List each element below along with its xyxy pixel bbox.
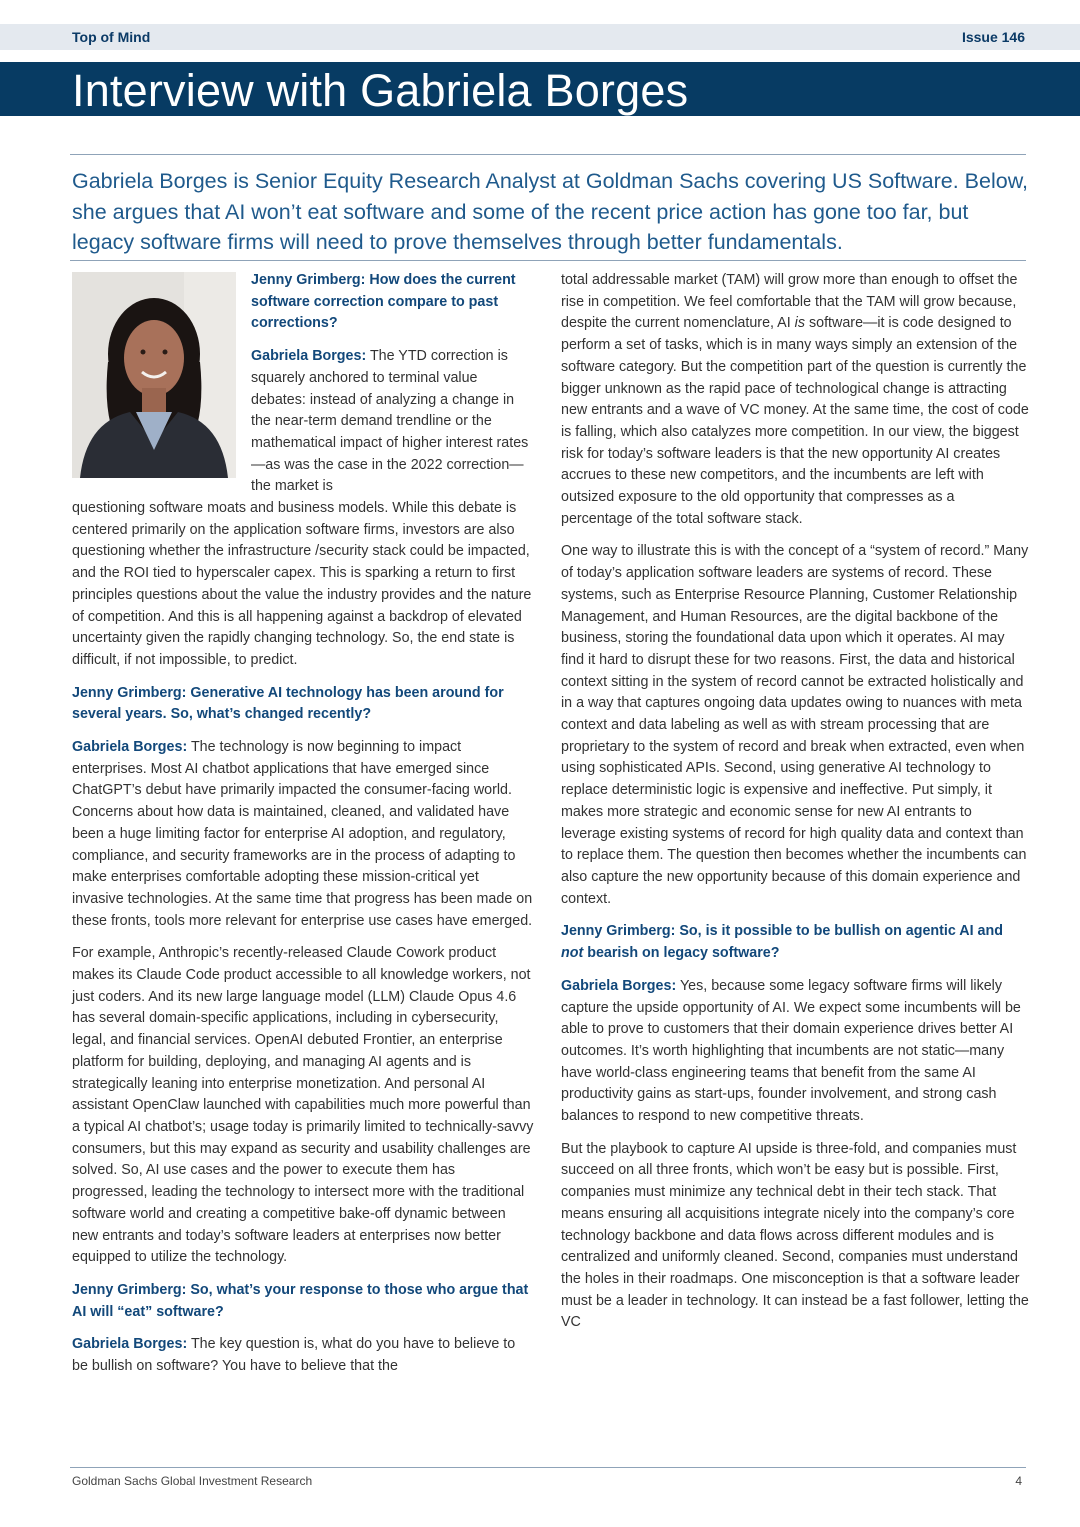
guest-name: Gabriela Borges: xyxy=(72,739,188,756)
page-title: Interview with Gabriela Borges xyxy=(72,65,689,116)
intro-text: Gabriela Borges is Senior Equity Research Analyst at Goldman Sachs covering US Software. Below, she argues that AI won’t eat software and some of the recent price action has gone too far, but legacy software firms will need to prove themselves through better fundamentals. xyxy=(72,169,1029,254)
answer-3-continued xyxy=(561,270,1029,530)
question-4-text-a: So, is it possible to be bullish on agentic AI and xyxy=(679,923,1003,940)
emphasis-not: not xyxy=(561,945,584,962)
guest-name: Gabriela Borges: xyxy=(72,1336,188,1353)
interviewer-name: Jenny Grimberg: xyxy=(72,684,187,701)
paragraph-system-of-record: One way to illustrate this is with the concept of a “system of record.” Many of today’s application software leaders are systems of record. These systems, such as Enterprise Resource Planning, Customer Relationship Management, and Human Resources, are the digital backbone of the business, storing the foundational data upon which it operates. AI may find it hard to disrupt these for two reasons. First, the data and historical context sitting in the system of record cannot be extracted holistically and in a way that captures ongoing data updates owing to nuances with meta context and data labeling as well as with stream processing that are proprietary to the system of record and break when extracted, even when using sophisticated APIs. Second, using generative AI technology to replace deterministic logic is expensive and ineffective. Put simply, it makes more strategic and economic sense for new AI entrants to leverage existing systems of record for high quality data and context than to replace them. The question then becomes whether the incumbents can also capture the new opportunity because of this domain experience and context. xyxy=(561,543,1029,907)
paragraph-examples: For example, Anthropic’s recently-released Claude Cowork product makes its Claude Code product accessible to all knowledge workers, not just coders. And its new large language model (LLM) Claude Opus 4.6 has several domain-specific applications, including in cybersecurity, legal, and financial services. OpenAI debuted Frontier, an enterprise platform for building, deploying, and managing AI agents and is strategically leaning into enterprise monetization. And personal AI assistant OpenClaw launched with capabilities much more powerful than a typical AI chatbot’s; usage today is primarily limited to technically-savvy consumers, but this may expand as security and usability challenges are solved. So, AI use cases and the power to execute them has progressed, leading the technology to intersect more with the traditional software world and creating a competitive bake-off dynamic between new entrants and today’s software leaders at enterprises now better equipped to utilize the technology. xyxy=(72,945,534,1266)
guest-name: Gabriela Borges: xyxy=(561,977,677,994)
top-bar xyxy=(0,24,1080,50)
answer-4-text: Yes, because some legacy software firms will likely capture the upside opportunity of AI. We expect some incumbents will be able to prove to customers that their domain experience drives better AI outcomes. It’s worth highlighting that incumbents are not static—many have world-class engineering teams that benefit from the same AI productivity gains as start-ups, founder involvement, and strong cash balances to respond to new competitive threats. xyxy=(561,977,1021,1125)
answer-3 xyxy=(72,1334,534,1377)
left-column-upper xyxy=(251,270,533,498)
question-1 xyxy=(251,270,533,335)
paragraph-playbook: But the playbook to capture AI upside is three-fold, and companies must succeed on all three fronts, which won’t be easy but is possible. First, companies must minimize any technical debt in their tech stack. That means ensuring all acquisitions integrate nicely into the company’s core technology backbone and data flows across different modules and is centralized and uniformly cleaned. Second, companies must understand the holes in their roadmaps. One misconception is that a software leader must be a leader in technology. It can instead be a fast follower, letting the VC xyxy=(561,1140,1029,1331)
question-3 xyxy=(72,1280,534,1323)
answer-4 xyxy=(561,976,1029,1128)
answer-1-start xyxy=(251,346,533,498)
interviewer-name: Jenny Grimberg: xyxy=(72,1281,187,1298)
question-2-text: Generative AI technology has been around for several years. So, what’s changed recently? xyxy=(72,684,504,723)
interviewer-name: Jenny Grimberg: xyxy=(561,923,676,940)
portrait-image xyxy=(72,272,236,478)
answer-1-continued: questioning software moats and business models. While this debate is centered primarily on the application software firms, investors are also questioning whether the infrastructure /security stack could be impacted, and the ROI tied to hyperscaler capex. This is sparking a return to first principles questions about the value the industry provides and the nature of competition. And this is all happening against a backdrop of elevated uncertainty given the rapidly changing technology. So, the end state is difficult, if not impossible, to predict. xyxy=(72,500,532,668)
footer-source: Goldman Sachs Global Investment Research xyxy=(72,1474,313,1488)
interviewer-name: Jenny Grimberg: xyxy=(251,272,366,288)
right-column xyxy=(561,270,1029,1345)
question-2 xyxy=(72,683,534,726)
portrait-photo xyxy=(72,272,236,478)
guest-name: Gabriela Borges: xyxy=(251,348,367,365)
footer-divider xyxy=(70,1467,1026,1468)
intro-bottom-divider xyxy=(70,260,1026,261)
answer-2-text: The technology is now beginning to impact enterprises. Most AI chatbot applications that have emerged since ChatGPT’s debut have primarily impacted the consumer-facing world. Concerns about how data is maintained, cleaned, and validated have been a huge limiting factor for enterprise AI adoption, and regulatory, compliance, and security frameworks are in the process of adapting to make enterprises comfortable adopting these mission-critical yet invasive technologies. At the same time that progress has been made on these fronts, tools more relevant for enterprise use cases have emerged. xyxy=(72,739,533,929)
page-number: 4 xyxy=(1015,1474,1022,1488)
intro-top-divider xyxy=(70,154,1026,155)
question-3-text: So, what’s your response to those who argue that AI will “eat” software? xyxy=(72,1281,529,1320)
answer-3-text: The key question is, what do you have to believe to be bullish on software? You have to believe that the xyxy=(72,1336,516,1375)
emphasis-is: is xyxy=(794,315,805,332)
question-4 xyxy=(561,921,1029,964)
section-label: Top of Mind xyxy=(72,29,151,45)
question-1-text: How does the current software correction compare to past corrections? xyxy=(251,272,516,332)
answer-3-continued-text-a: total addressable market (TAM) will grow more than enough to offset the rise in competition. We feel comfortable that the TAM will grow because, despite the current nomenclature, AI xyxy=(561,272,1018,332)
issue-number: Issue 146 xyxy=(961,29,1025,45)
answer-1-head-text: The YTD correction is squarely anchored to terminal value debates: instead of analyzing a change in the near-term demand trendline or the mathematical impact of higher interest rates—as was the case in the 2022 correction—the market is xyxy=(251,348,529,495)
answer-3-continued-text-b: software—it is code designed to perform a set of tasks, which is in many ways simply an extension of the software category. But the competition part of the question is currently the bigger unknown as the rapid pace of technological change is attracting new entrants and a wave of VC money. At the same time, the cost of code is falling, which also catalyzes more competition. In our view, the biggest risk for today’s software leaders is that the new opportunity AI creates accrues to these new competitors, and the incumbents are left with outsized exposure to the old opportunity that compresses as a percentage of the total software stack. xyxy=(561,315,1029,527)
title-banner xyxy=(0,62,1080,116)
answer-2 xyxy=(72,737,534,932)
question-4-text-b: bearish on legacy software? xyxy=(587,945,780,962)
left-column-lower xyxy=(72,498,534,1389)
